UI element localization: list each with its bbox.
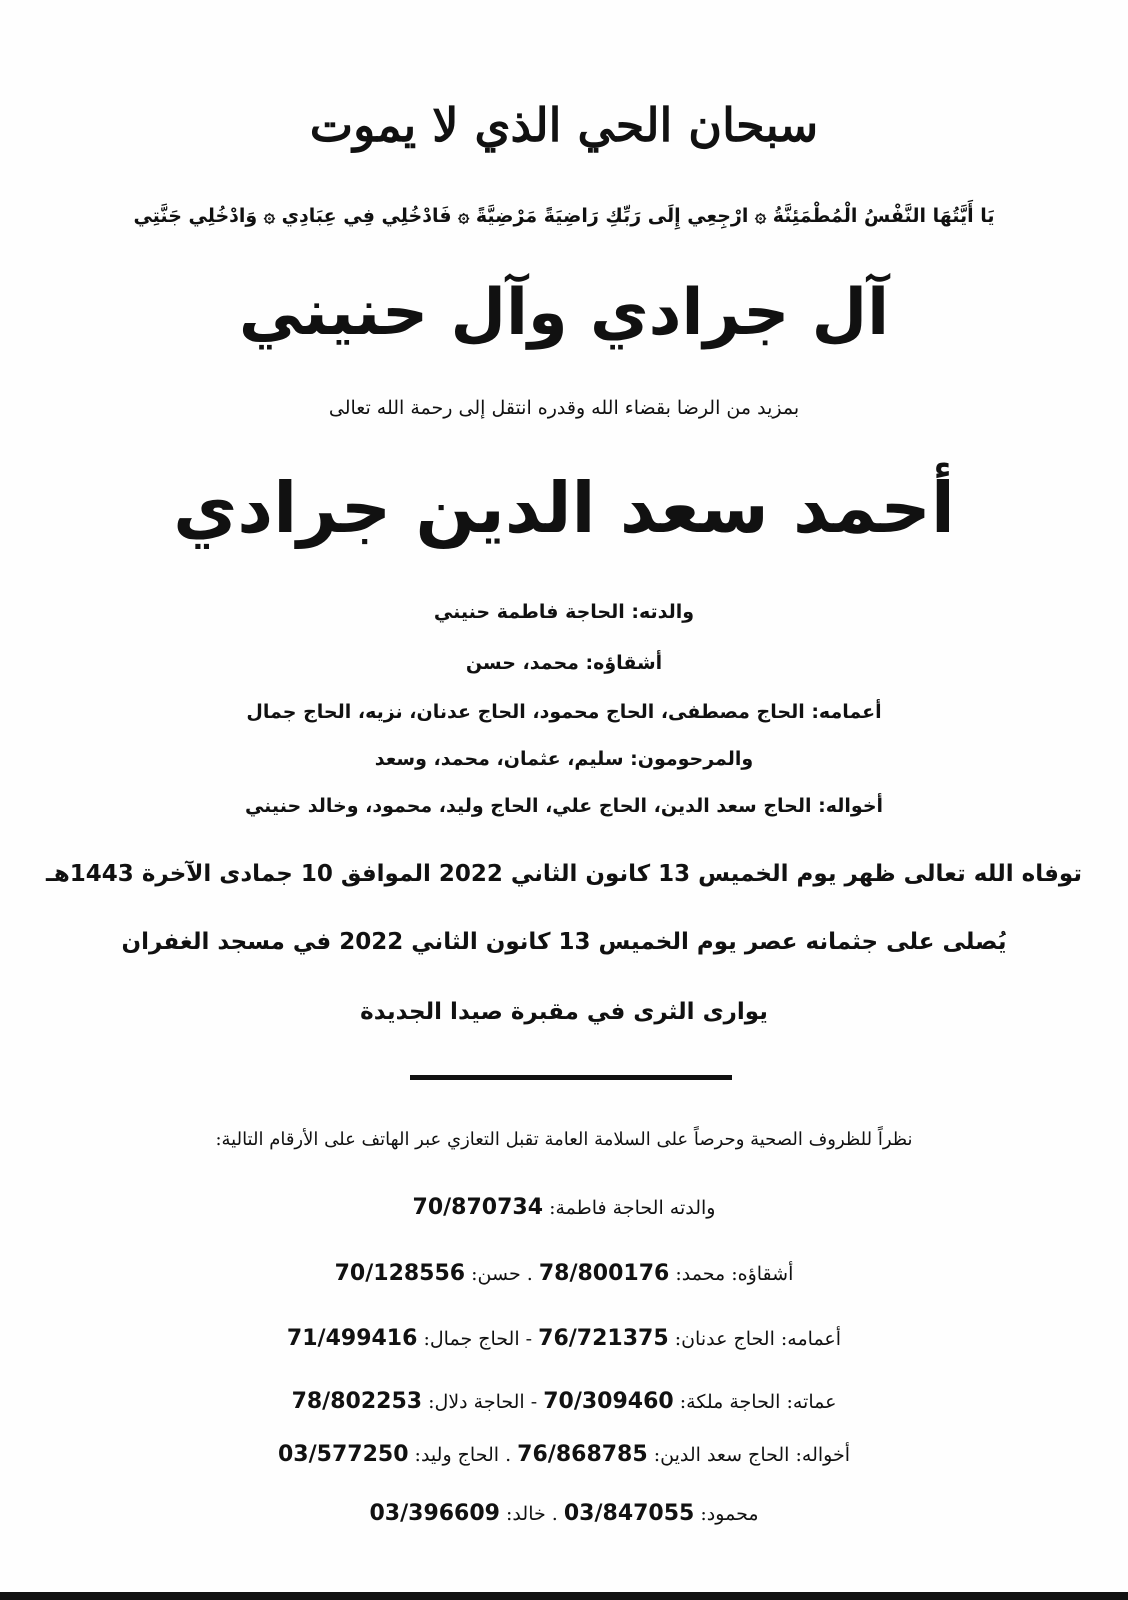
- phone-label: والدته الحاجة فاطمة:: [549, 1197, 716, 1219]
- phone-line-maternal-uncles: [0, 1443, 1128, 1467]
- burial-place: يوارى الثرى في مقبرة صيدا الجديدة: [360, 999, 768, 1025]
- phone-number: 71/499416: [286, 1326, 418, 1351]
- phone-number: 78/800176: [538, 1261, 670, 1286]
- relative-deceased-uncles: والمرحومون: سليم، عثمان، محمد، وسعد: [374, 748, 754, 770]
- phone-label: . خالد:: [506, 1503, 558, 1525]
- phone-number: 70/128556: [334, 1261, 466, 1286]
- phone-label: عماته: الحاجة ملكة:: [679, 1391, 837, 1413]
- phone-number: 03/396609: [369, 1501, 500, 1526]
- phone-line-maternal-uncles-2: [0, 1502, 1128, 1526]
- relative-mother: والدته: الحاجة فاطمة حنيني: [433, 601, 695, 623]
- death-date: توفاه الله تعالى ظهر يوم الخميس 13 كانون الثاني 2022 الموافق 10 جمادى الآخرة 1443هـ: [45, 861, 1082, 887]
- family-names: آل جرادي وآل حنيني: [238, 276, 890, 350]
- funeral-prayer: يُصلى على جثمانه عصر يوم الخميس 13 كانون الثاني 2022 في مسجد الغفران: [121, 929, 1007, 955]
- announcement-intro: بمزيد من الرضا بقضاء الله وقدره انتقل إلى رحمة الله تعالى: [328, 397, 800, 419]
- phone-number: 70/309460: [543, 1389, 674, 1414]
- phone-label: - الحاجة دلال:: [428, 1391, 538, 1413]
- relative-maternal-uncles: أخواله: الحاج سعد الدين، الحاج علي، الحاج وليد، محمود، وخالد حنيني: [244, 795, 884, 817]
- divider: [410, 1075, 732, 1080]
- phone-number: 03/847055: [563, 1501, 695, 1526]
- condolence-notice: نظراً للظروف الصحية وحرصاً على السلامة العامة تقبل التعازي عبر الهاتف على الأرقام التالية:: [215, 1129, 913, 1150]
- phone-number: 70/870734: [412, 1195, 544, 1220]
- phone-number: 76/868785: [517, 1442, 648, 1467]
- phone-number: 76/721375: [538, 1326, 669, 1351]
- phone-label: أشقاؤه: محمد:: [675, 1263, 794, 1285]
- phone-line-uncles: [0, 1327, 1128, 1351]
- phone-line-aunts: [0, 1390, 1128, 1414]
- bottom-border: [0, 1592, 1128, 1600]
- phone-label: أعمامه: الحاج عدنان:: [674, 1328, 842, 1350]
- phone-line-siblings: [0, 1262, 1128, 1286]
- phone-number: 78/802253: [291, 1389, 423, 1414]
- phone-label: - الحاج جمال:: [423, 1328, 533, 1350]
- opening-heading: سبحان الحي الذي لا يموت: [309, 98, 819, 152]
- phone-line-mother: [0, 1196, 1128, 1220]
- phone-label: . الحاج وليد:: [414, 1444, 512, 1466]
- phone-label: أخواله: الحاج سعد الدين:: [653, 1444, 850, 1466]
- phone-label: محمود:: [700, 1503, 759, 1525]
- relative-uncles: أعمامه: الحاج مصطفى، الحاج محمود، الحاج عدنان، نزيه، الحاج جمال: [246, 701, 882, 723]
- phone-label: . حسن:: [471, 1263, 533, 1285]
- deceased-name: أحمد سعد الدين جرادي: [173, 467, 955, 549]
- quran-verse: يَا أَيَّتُهَا النَّفْسُ الْمُطْمَئِنَّةُ ۞ ارْجِعِي إِلَى رَبِّكِ رَاضِيَةً مَرْضِيَّةً ۞ فَادْخُلِي فِي عِبَادِي ۞ وَادْخُلِي جَنَّتِي: [133, 205, 995, 227]
- phone-number: 03/577250: [278, 1442, 409, 1467]
- relative-siblings: أشقاؤه: محمد، حسن: [465, 652, 663, 674]
